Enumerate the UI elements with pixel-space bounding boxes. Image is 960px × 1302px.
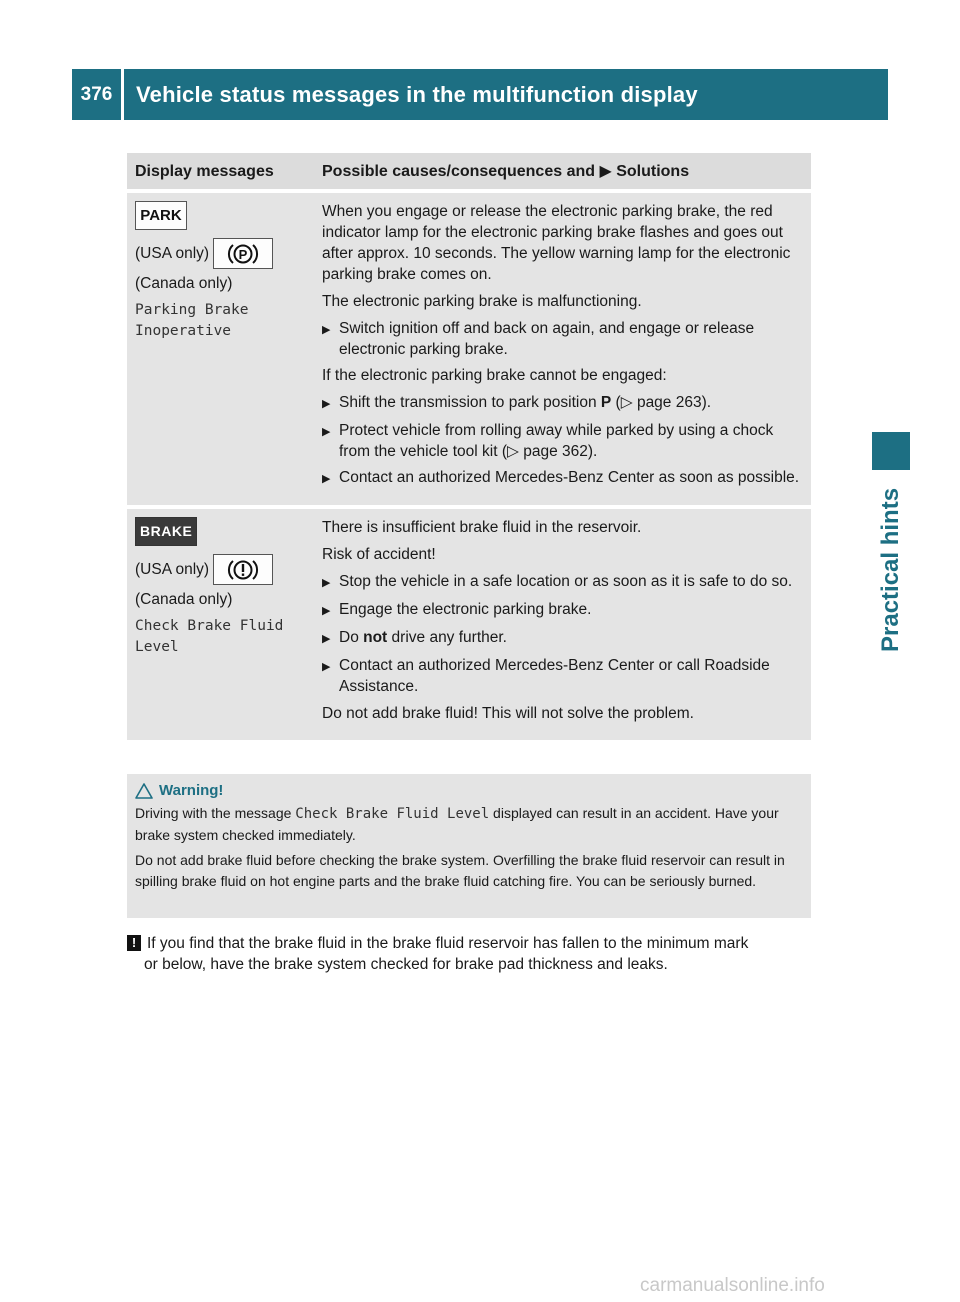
display-message-line1: Parking Brake xyxy=(135,302,249,318)
cause-text: If the electronic parking brake cannot be engaged: xyxy=(322,367,667,384)
page-title: Vehicle status messages in the multifunction display xyxy=(136,81,698,107)
column-header-solutions: Possible causes/consequences and ▶ Solutions xyxy=(314,153,811,189)
warning-box xyxy=(127,774,811,918)
solution-step: ▶ Shift the transmission to park position P (▷ page 263). xyxy=(322,392,803,415)
exclamation-icon: ! xyxy=(127,935,141,951)
table-header-row xyxy=(127,153,811,189)
page-number: 376 xyxy=(72,69,124,120)
column-header-display: Display messages xyxy=(127,153,314,189)
solution-step: ▶ Protect vehicle from rolling away while parked by using a chock from the vehicle tool kit (▷ page 362). xyxy=(322,422,774,460)
status-message-table xyxy=(127,153,811,740)
warning-text: Driving with the message Check Brake Fluid Level displayed can result in an accident. Have your brake system checked immediately. xyxy=(135,805,779,843)
step-arrow-icon: ▶ xyxy=(322,398,331,410)
warning-text: Do not add brake fluid before checking the brake system. Overfilling the brake fluid reservoir can result in spilling brake fluid on hot engine parts and the brake fluid catching fire. You can be seriously burned. xyxy=(135,852,785,889)
svg-text:P: P xyxy=(238,246,248,262)
solution-step: ▶ Switch ignition off and back on again, and engage or release electronic parking brake. xyxy=(322,320,755,358)
display-cell xyxy=(127,509,314,740)
important-note: ! If you find that the brake fluid in the brake fluid reservoir has fallen to the minimum mark or below, have the brake system checked for brake pad thickness and leaks. xyxy=(127,933,817,975)
warning-title: Warning! xyxy=(135,780,803,801)
cause-text: There is insufficient brake fluid in the reservoir. xyxy=(322,519,642,536)
table-row xyxy=(127,193,811,505)
step-arrow-icon: ▶ xyxy=(322,324,331,336)
solution-step: ▶ Do not drive any further. xyxy=(322,627,803,650)
side-tab-label: Practical hints xyxy=(877,487,904,652)
step-arrow-icon: ▶ xyxy=(322,605,331,617)
step-arrow-icon: ▶ xyxy=(322,473,331,485)
step-arrow-icon: ▶ xyxy=(322,661,331,673)
brake-lamp-icon: BRAKE xyxy=(135,517,197,546)
display-cell xyxy=(127,193,314,505)
page-reference[interactable]: (▷ page 263). xyxy=(611,394,712,411)
solutions-cell xyxy=(314,193,811,505)
solution-step: ▶ Contact an authorized Mercedes-Benz Center as soon as possible. xyxy=(322,467,803,490)
step-arrow-icon: ▶ xyxy=(322,426,331,438)
display-message-line1: Check Brake Fluid xyxy=(135,618,284,634)
brake-warning-circle-icon xyxy=(213,554,273,585)
solution-step: ▶ Engage the electronic parking brake. xyxy=(322,599,803,622)
watermark: carmanualsonline.info xyxy=(640,1275,825,1296)
park-lamp-icon: PARK xyxy=(135,201,187,230)
display-message-line2: Level xyxy=(135,639,179,655)
cause-text: Do not add brake fluid! This will not solve the problem. xyxy=(322,705,694,722)
table-row xyxy=(127,509,811,740)
solution-step: ▶ Contact an authorized Mercedes-Benz Center or call Roadside Assistance. xyxy=(322,657,770,695)
parking-brake-circle-p-icon xyxy=(213,238,273,269)
usa-only-label: (USA only) xyxy=(135,561,210,578)
page-header xyxy=(72,69,888,120)
cause-text: Risk of accident! xyxy=(322,546,436,563)
step-arrow-icon: ▶ xyxy=(322,577,331,589)
step-arrow-icon: ▶ xyxy=(322,633,331,645)
solution-step: ▶ Stop the vehicle in a safe location or as soon as it is safe to do so. xyxy=(322,571,803,594)
usa-only-label: (USA only) xyxy=(135,245,210,262)
solutions-cell xyxy=(314,509,811,740)
canada-only-label: (Canada only) xyxy=(135,275,233,292)
cause-text: When you engage or release the electronic parking brake, the red indicator lamp for the electronic parking brake flashes and goes out after approx. 10 seconds. The yellow warning lamp for the electronic parking brake comes on. xyxy=(322,203,791,283)
display-message-line2: Inoperative xyxy=(135,323,232,339)
side-tab-marker xyxy=(872,432,910,470)
cause-text: The electronic parking brake is malfunctioning. xyxy=(322,293,642,310)
canada-only-label: (Canada only) xyxy=(135,591,233,608)
warning-triangle-icon xyxy=(135,783,153,799)
